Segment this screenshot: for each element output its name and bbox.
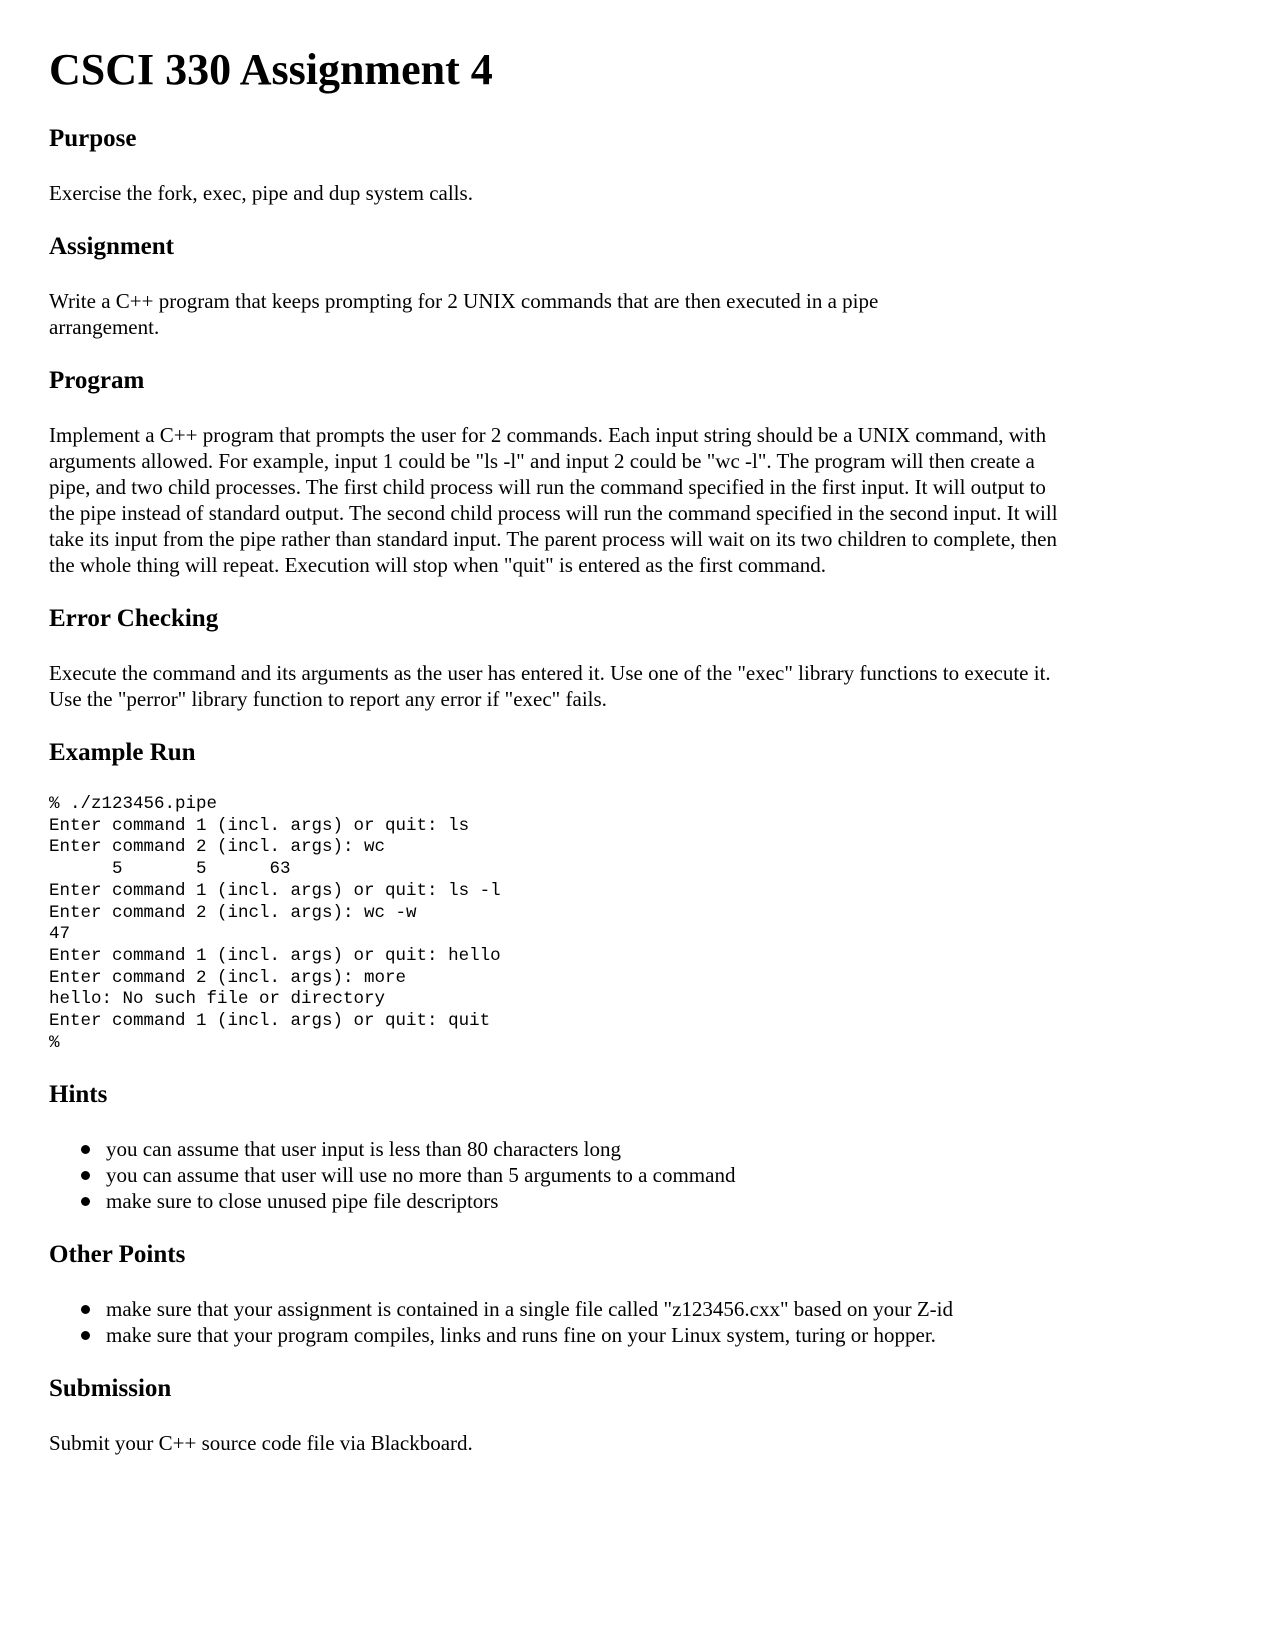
list-item — [106, 1296, 1059, 1322]
program-heading: Program — [49, 367, 145, 394]
purpose-text: Exercise the fork, exec, pipe and dup system calls. — [49, 181, 473, 205]
hints-list — [49, 1136, 1059, 1214]
hint-text: you can assume that user input is less than 80 characters long — [106, 1137, 621, 1162]
hint-text: you can assume that user will use no more than 5 arguments to a command — [106, 1163, 736, 1188]
assignment-heading: Assignment — [49, 233, 175, 260]
list-item — [106, 1136, 1059, 1162]
purpose-heading: Purpose — [49, 125, 137, 152]
other-point-text: make sure that your assignment is contained in a single file called "z123456.cxx" based on your Z-id — [106, 1297, 954, 1322]
document-page — [49, 44, 1059, 1482]
bullet-icon — [81, 1331, 90, 1340]
hint-text: make sure to close unused pipe file descriptors — [106, 1189, 499, 1214]
error-checking-text: Execute the command and its arguments as the user has entered it. Use one of the "exec" library functions to execute it. Use the "perror" library function to report any error if "exec" fails. — [49, 661, 1051, 711]
list-item — [106, 1188, 1059, 1214]
bullet-icon — [81, 1145, 90, 1154]
other-point-text: make sure that your program compiles, links and runs fine on your Linux system, turing or hopper. — [106, 1323, 936, 1348]
page-title: CSCI 330 Assignment 4 — [49, 45, 493, 94]
hints-heading: Hints — [49, 1081, 108, 1109]
bullet-icon — [81, 1197, 90, 1206]
other-points-list — [49, 1296, 1059, 1348]
program-text: Implement a C++ program that prompts the user for 2 commands. Each input string should be a UNIX command, with arguments allowed. For example, input 1 could be "ls -l" and input 2 could be "wc -l". The program will then create a pipe, and two child processes. The first child process will run the command specified in the first input. It will output to the pipe instead of standard output. The second child process will run the command specified in the second input. It will take its input from the pipe rather than standard input. The parent process will wait on its two children to complete, then the whole thing will repeat. Execution will stop when "quit" is entered as the first command. — [49, 423, 1058, 577]
error-checking-heading: Error Checking — [49, 605, 219, 632]
assignment-text: Write a C++ program that keeps prompting for 2 UNIX commands that are then executed in a pipe arrangement. — [49, 289, 879, 339]
bullet-icon — [81, 1171, 90, 1180]
submission-text: Submit your C++ source code file via Blackboard. — [49, 1431, 473, 1456]
submission-heading: Submission — [49, 1375, 172, 1403]
bullet-icon — [81, 1305, 90, 1314]
list-item — [106, 1162, 1059, 1188]
list-item — [106, 1322, 1059, 1348]
other-points-heading: Other Points — [49, 1241, 186, 1269]
example-run-code: % ./z123456.pipe Enter command 1 (incl. args) or quit: ls Enter command 2 (incl. args): wc 5 5 63 Enter command 1 (incl. args) or quit: ls -l Enter command 2 (incl. args): wc -w 47 Enter command 1 (incl. args) or quit: hello Enter command 2 (incl. args): more hello: No such file or directory Enter command 1 (incl. args) or quit: quit % — [49, 794, 501, 1053]
example-run-heading: Example Run — [49, 739, 196, 766]
